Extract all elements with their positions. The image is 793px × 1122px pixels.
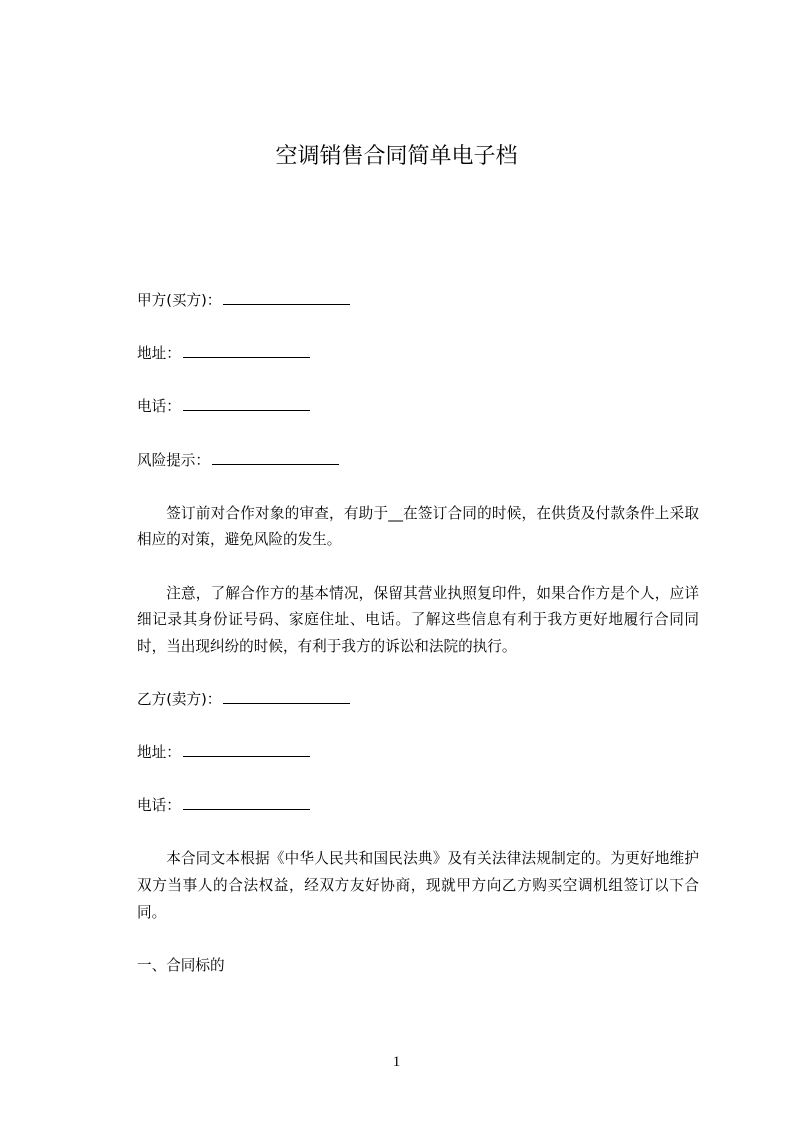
- paragraph-basis: 本合同文本根据《中华人民共和国民法典》及有关法律法规制定的。为更好地维护双方当事人的合法权益，经双方友好协商，现就甲方向乙方购买空调机组签订以下合同。: [137, 850, 699, 921]
- risk-label: 风险提示：: [137, 451, 210, 469]
- party-b-phone-field: [137, 793, 699, 820]
- risk-blank[interactable]: [212, 450, 339, 465]
- party-a-phone-field: [137, 394, 699, 421]
- party-b-blank[interactable]: [223, 689, 350, 704]
- party-b-address-label: 地址：: [137, 744, 181, 762]
- document-body: [137, 288, 699, 979]
- risk-field: [137, 448, 699, 475]
- party-a-address-label: 地址：: [137, 345, 181, 363]
- party-b-phone-blank[interactable]: [183, 795, 310, 810]
- party-b-address-blank[interactable]: [183, 742, 310, 757]
- party-b-address-field: [137, 740, 699, 767]
- party-a-address-field: [137, 341, 699, 368]
- party-a-field: [137, 288, 699, 315]
- paragraph-review: 签订前对合作对象的审查，有助于__在签订合同的时候，在供货及付款条件上采取相应的对策，避免风险的发生。: [137, 504, 699, 549]
- party-a-address-blank[interactable]: [183, 343, 310, 358]
- party-a-phone-blank[interactable]: [183, 396, 310, 411]
- section-heading-1: 一、合同标的: [137, 956, 225, 974]
- party-a-phone-label: 电话：: [137, 398, 181, 416]
- page-number: 1: [392, 1054, 401, 1070]
- party-b-phone-label: 电话：: [137, 797, 181, 815]
- paragraph-notice: 注意，了解合作方的基本情况，保留其营业执照复印件，如果合作方是个人，应详细记录其身份证号码、家庭住址、电话。了解这些信息有利于我方更好地履行合同同时，当出现纠纷的时候，有利于我方的诉讼和法院的执行。: [137, 584, 699, 655]
- document-title: 空调销售合同简单电子档: [275, 144, 518, 169]
- party-b-label: 乙方(卖方)：: [137, 690, 222, 708]
- party-a-blank[interactable]: [223, 290, 350, 305]
- party-b-field: [137, 687, 699, 714]
- party-a-label: 甲方(买方)：: [137, 292, 222, 309]
